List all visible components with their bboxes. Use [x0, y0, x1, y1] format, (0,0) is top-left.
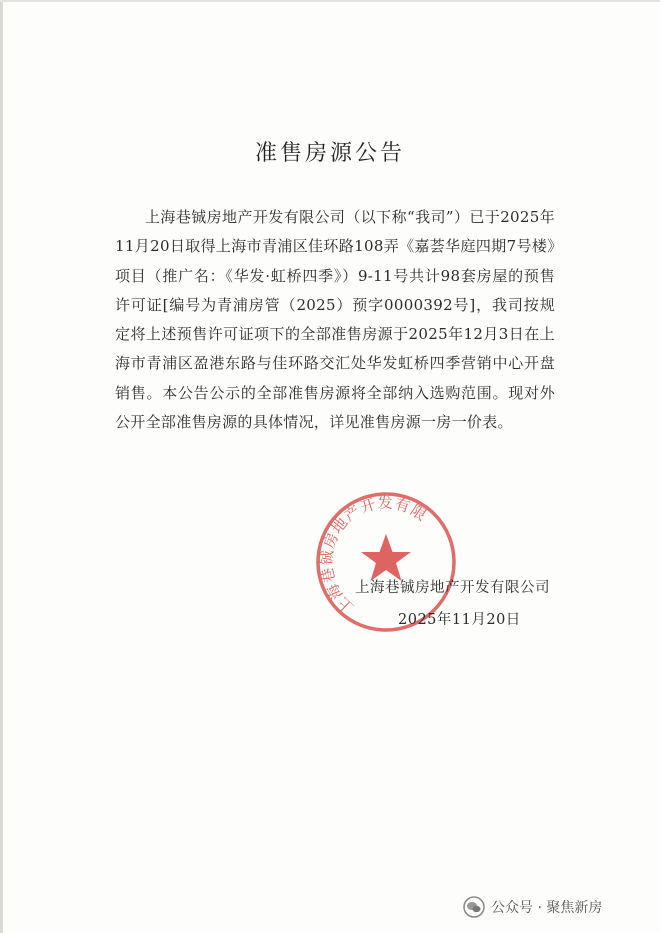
watermark-text: 公众号 · 聚焦新房 — [491, 900, 603, 916]
document-body — [115, 203, 555, 437]
document-title: 准售房源公告 — [254, 141, 405, 166]
watermark — [463, 896, 602, 918]
signature-date: 2025年11月20日 — [398, 612, 521, 628]
page-edge-top — [0, 0, 660, 2]
wechat-official-account-icon — [463, 896, 485, 918]
signature-company: 上海巷铖房地产开发有限公司 — [355, 580, 550, 596]
seal-text: 上海巷铖房地产开发有限公司 — [317, 493, 431, 617]
body-paragraph: 上海巷铖房地产开发有限公司（以下称“我司”）已于2025年11月20日取得上海市青浦区佳环路108弄《嘉荟华庭四期7号楼》项目（推广名：《华发·虹桥四季》）9-11号共计98套房屋的预售许可证[编号为青浦房管（2025）预字0000392号]，我司按规定将上述预售许可证项下的全部准售房源于2025年12月3日在上海市青浦区盈港东路与佳环路交汇处华发虹桥四季营销中心开盘销售。本公告公示的全部准售房源将全部纳入选购范围。现对外公开全部准售房源的具体情况，详见准售房源一房一价表。 — [115, 208, 555, 432]
seal-star-icon — [361, 534, 411, 581]
